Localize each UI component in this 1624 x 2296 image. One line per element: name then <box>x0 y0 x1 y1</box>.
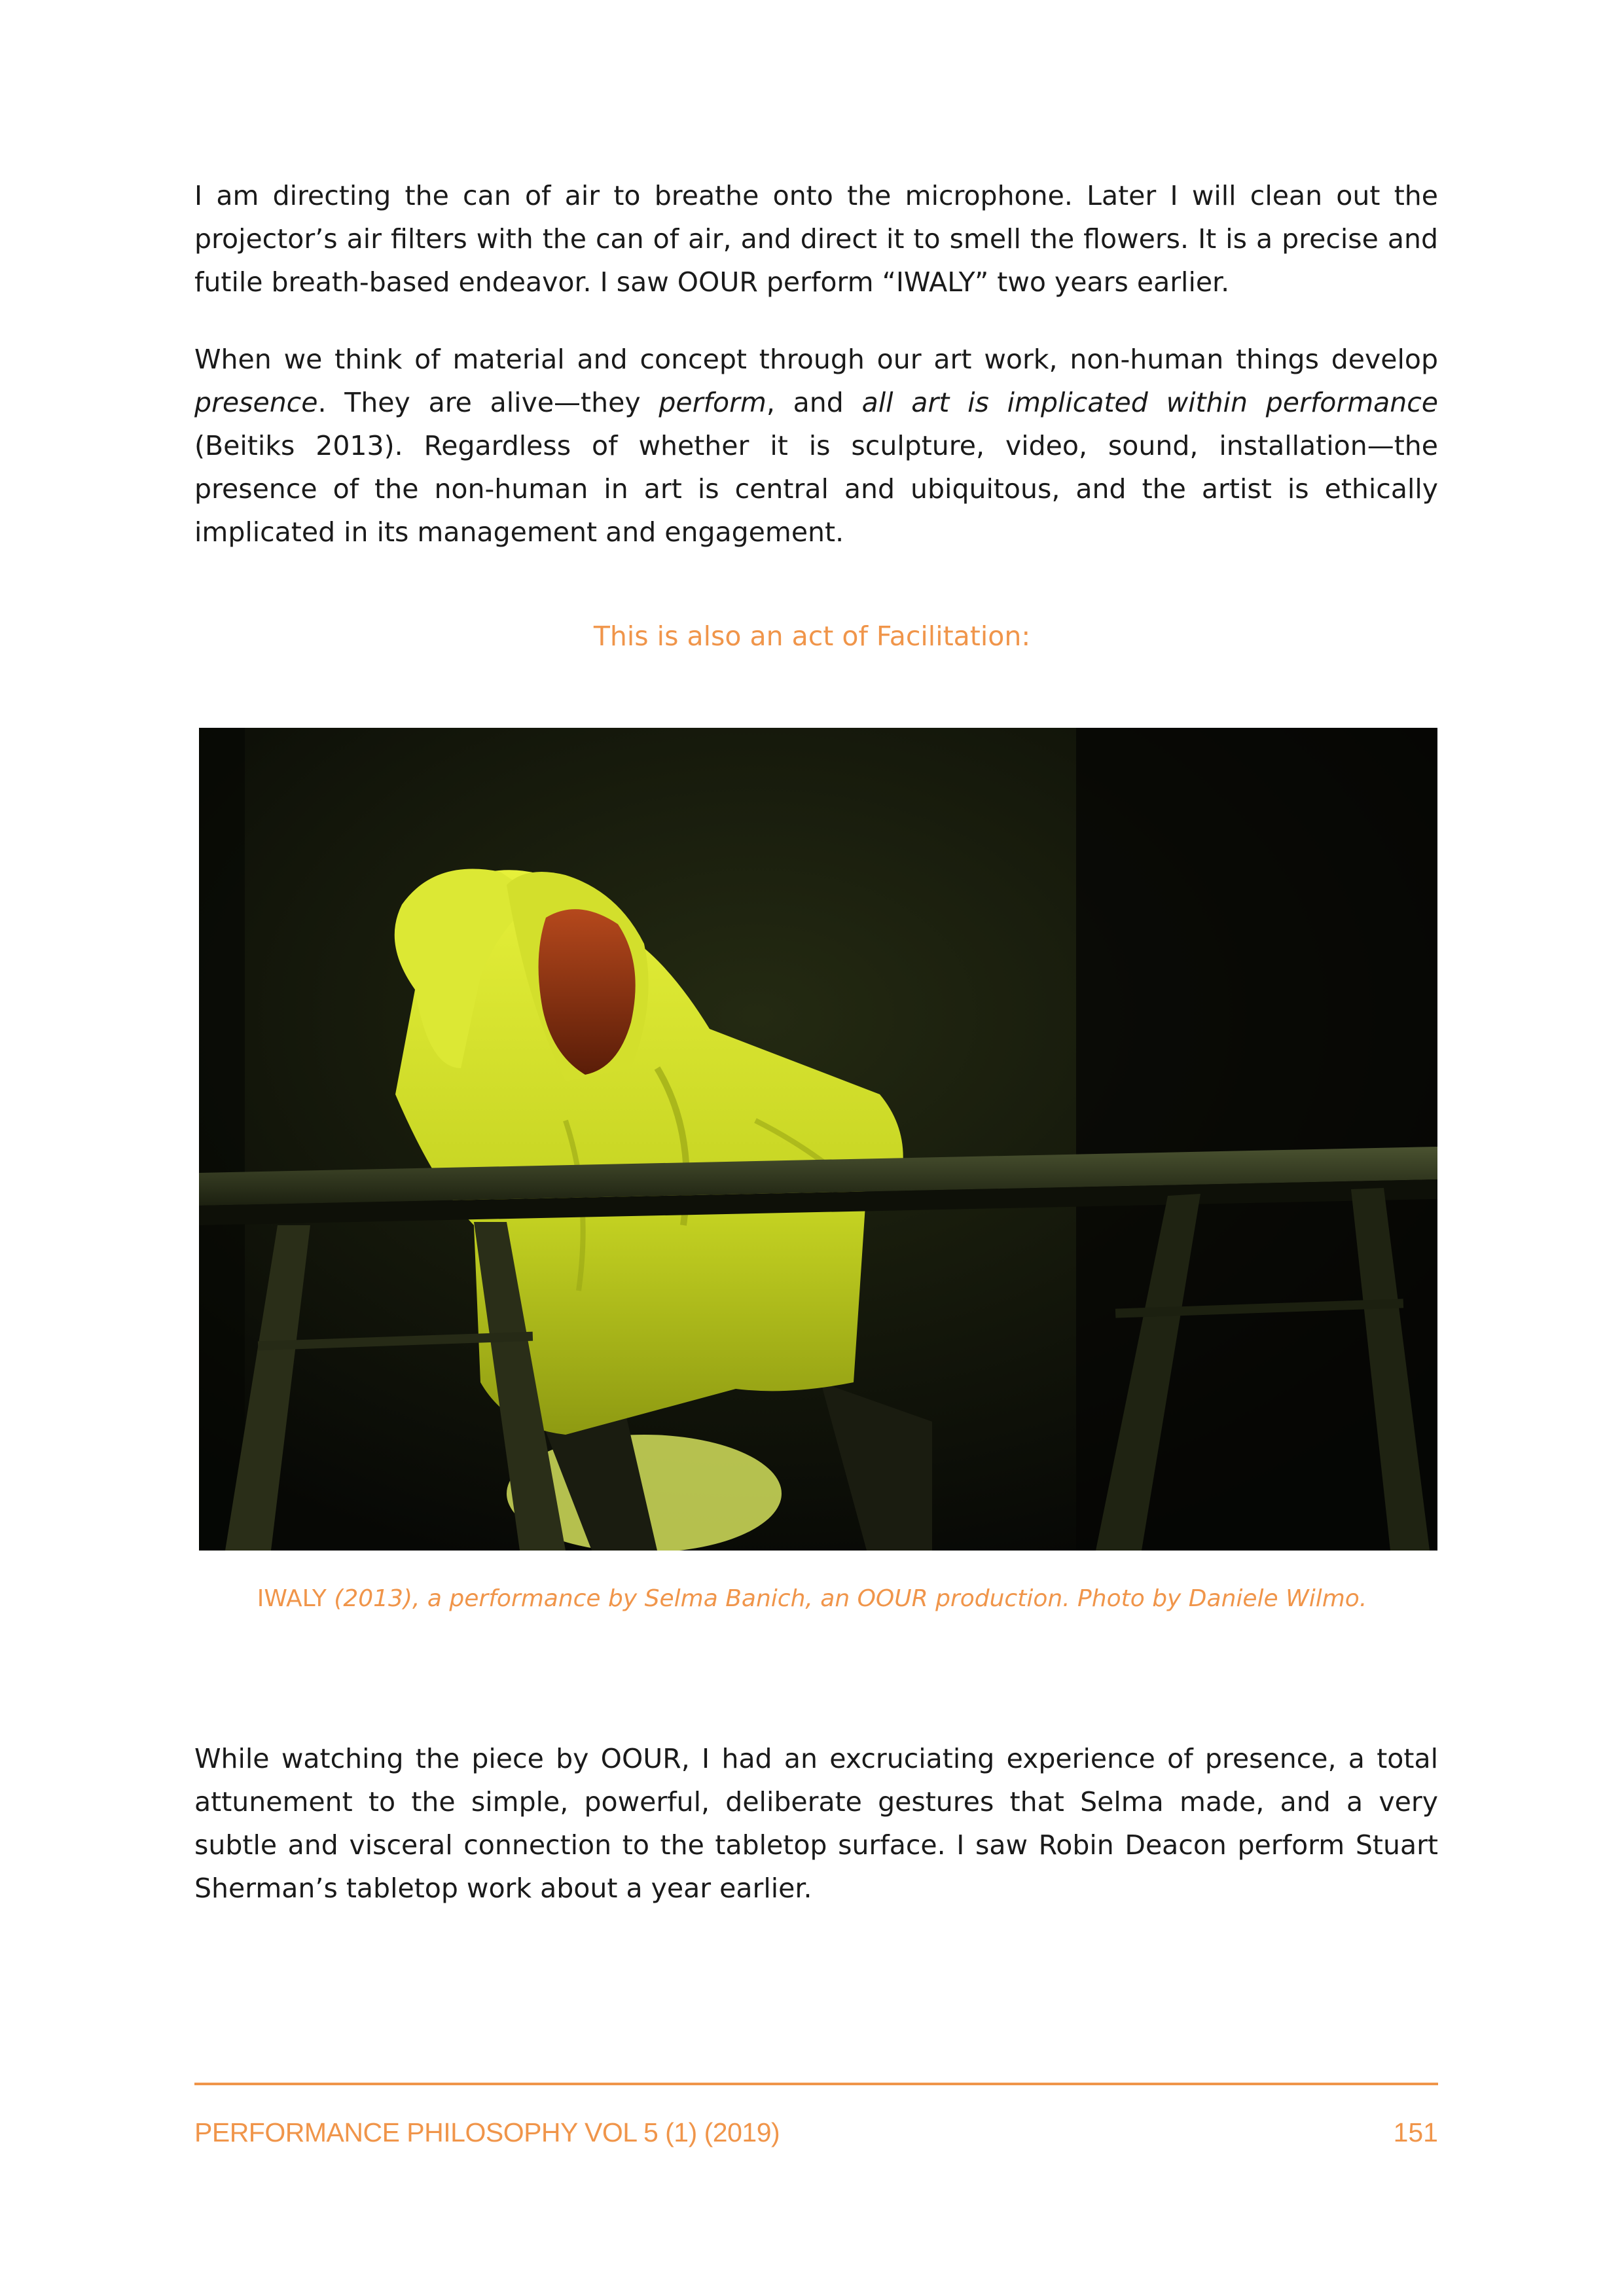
footer-page-number: 151 <box>1393 2117 1438 2147</box>
footer-divider <box>194 2083 1438 2085</box>
caption-credit: (2013), a performance by Selma Banich, an OOUR production. Photo by Daniele Wilmo. <box>334 1585 1367 1612</box>
subheading: This is also an act of Facilitation: <box>593 620 1031 652</box>
photo-illustration <box>199 728 1437 1551</box>
paragraph-1 <box>194 174 1438 304</box>
paragraph-2-em-presence: presence <box>194 387 318 418</box>
figure-caption <box>0 1583 1624 1615</box>
footer-journal-title: PERFORMANCE PHILOSOPHY VOL 5 (1) (2019) <box>194 2117 780 2147</box>
paragraph-2-em-all-art: all art is implicated within performance <box>861 387 1439 418</box>
paragraph-2-part2: . They are alive—they <box>317 387 659 418</box>
caption-title: IWALY <box>257 1585 334 1612</box>
paragraph-3-text: While watching the piece by OOUR, I had an excruciating experience of presence, a total attunement to the simple, powerful, deliberate gestures that Selma made, and a very subtle and visceral connection to the tabletop surface. I saw Robin Deacon perform Stuart Sherman’s tabletop work about a year earlier. <box>194 1743 1438 1904</box>
paragraph-2-em-perform: perform <box>659 387 767 418</box>
paragraph-2-part3: , and <box>766 387 862 418</box>
paragraph-2-part1: When we think of material and concept through our art work, non-human things develop <box>194 344 1438 375</box>
paragraph-2-part4: (Beitiks 2013). Regardless of whether it is sculpture, video, sound, installation—the presence of the non-human in art is central and ubiquitous, and the artist is ethically implicated in its management and engagement. <box>194 430 1438 548</box>
performance-photo <box>199 728 1437 1551</box>
paragraph-2 <box>194 338 1438 554</box>
paragraph-1-text: I am directing the can of air to breathe onto the microphone. Later I will clean out the projector’s air filters with the can of air, and direct it to smell the flowers. It is a precise and futile breath-based endeavor. I saw OOUR perform “IWALY” two years earlier. <box>194 180 1438 298</box>
paragraph-3 <box>194 1737 1438 1910</box>
